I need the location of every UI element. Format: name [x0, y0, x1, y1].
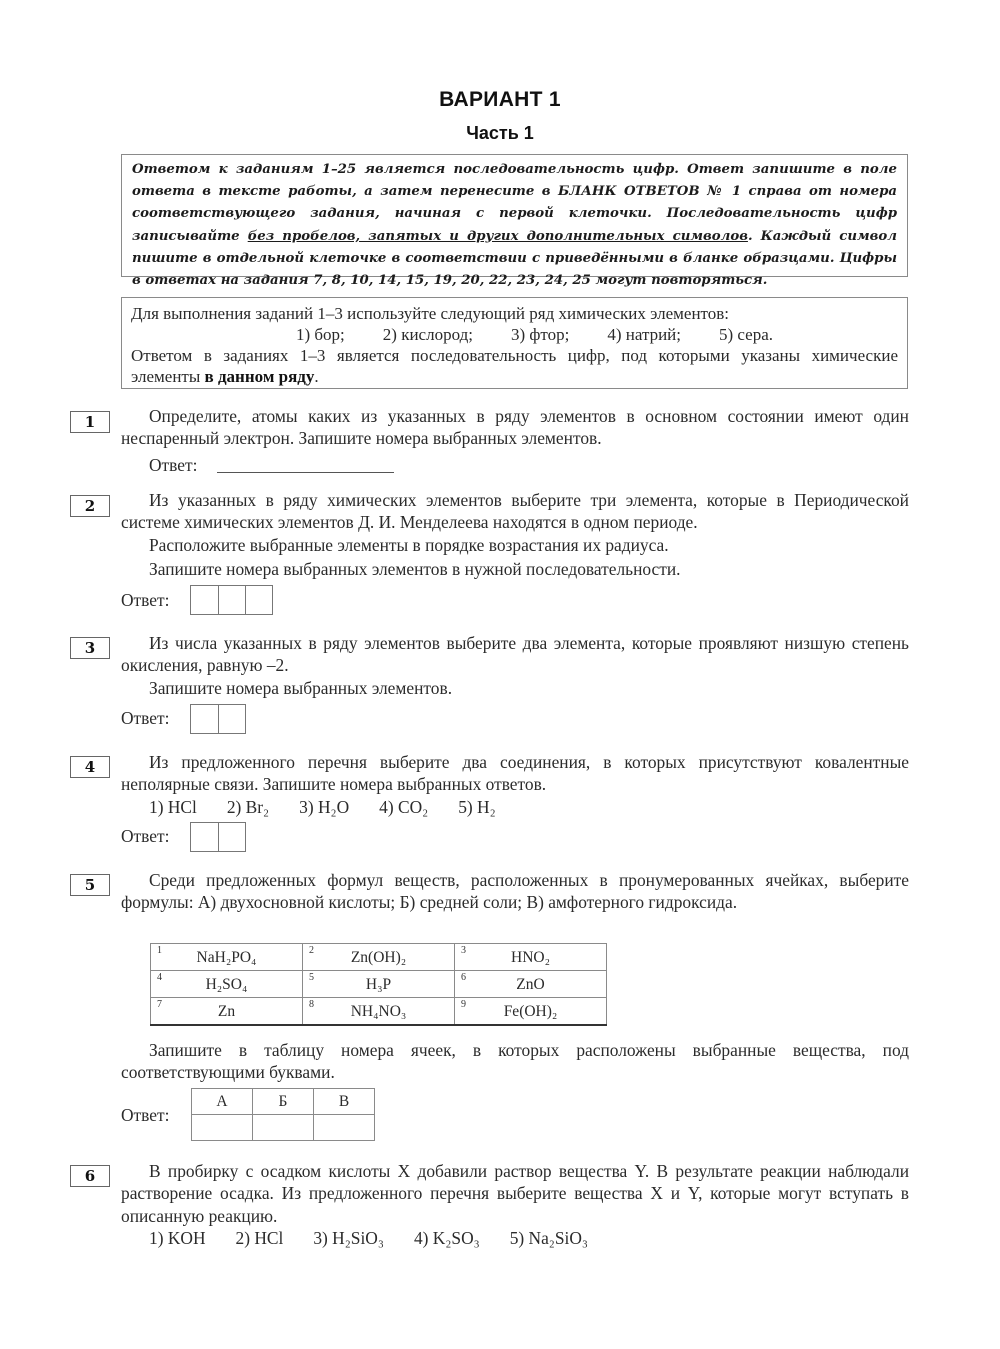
formula-cell	[455, 944, 607, 971]
note-text: Ответом в заданиях 1–3 является последовательность цифр, под которыми указаны химические элементы	[131, 346, 898, 386]
answer-cell-a[interactable]	[192, 1115, 253, 1141]
question-4-text	[121, 751, 909, 818]
cell-number: 3	[461, 945, 466, 956]
cell-formula: Zn(OH)₂	[350, 949, 407, 966]
option-item: 4) K₂SO₃	[413, 1227, 480, 1248]
answer-field-1[interactable]	[217, 472, 394, 473]
cell-formula: H₃P	[365, 976, 392, 993]
option-item: 2) Br₂	[226, 796, 270, 817]
question-6-text	[121, 1160, 909, 1249]
element-item: 3) фтор;	[510, 325, 570, 344]
question-5-after-text	[121, 1039, 909, 1084]
cell-number: 2	[309, 945, 314, 956]
formula-cell	[303, 944, 455, 971]
option-item: 1) HCl	[149, 796, 197, 817]
answer-header-a: А	[192, 1089, 253, 1115]
question-text: Из предложенного перечня выберите два соединения, в которых присутствуют ковалентные неполярные связи. Запишите номера выбранных ответов.	[121, 752, 909, 795]
formula-cell	[151, 998, 303, 1025]
cell-number: 5	[309, 972, 314, 983]
element-item: 2) кислород;	[382, 325, 473, 344]
answer-cell[interactable]	[218, 705, 245, 733]
element-row-box	[121, 297, 908, 389]
question-text: Запишите в таблицу номера ячеек, в которых расположены выбранные вещества, под соответствующими буквами.	[121, 1040, 909, 1083]
question-text: Определите, атомы каких из указанных в ряду элементов в основном состоянии имеют один неспаренный электрон. Запишите номера выбранных элементов.	[121, 406, 909, 449]
formula-cell	[303, 971, 455, 998]
option-item: 2) HCl	[235, 1227, 284, 1248]
answer-table-5	[191, 1088, 375, 1141]
question-text-line: Запишите номера выбранных элементов в нужной последовательности.	[149, 558, 681, 579]
question-text-line: Запишите номера выбранных элементов.	[149, 677, 453, 698]
element-list	[131, 324, 898, 345]
instructions-underlined: без пробелов, запятых и других дополнительных символов	[247, 228, 748, 244]
cell-formula: NaH₂PO₄	[196, 949, 257, 966]
answer-cell-b[interactable]	[253, 1115, 314, 1141]
instructions-text-end: . Каждый символ пишите в отдельной клеточке в соответствии с приведёнными в бланке образцами. Цифры в ответах на задания 7, 8, 10, 14, 15, 19, 20, 22, 23, 24, 25 могут повторяться.	[132, 228, 897, 289]
answer-cell[interactable]	[191, 705, 218, 733]
cell-formula: HNO₂	[511, 949, 550, 966]
answer-cell[interactable]	[218, 823, 245, 851]
option-list	[121, 796, 909, 818]
answer-header-b: Б	[253, 1089, 314, 1115]
answer-cells-4[interactable]	[190, 822, 246, 852]
question-1-text	[121, 405, 909, 450]
cell-number: 1	[157, 945, 162, 956]
question-number-3: 3	[70, 637, 110, 659]
cell-formula: NH₄NO₃	[350, 1002, 407, 1020]
element-row-intro: Для выполнения заданий 1–3 используйте следующий ряд химических элементов:	[131, 304, 729, 323]
formula-cell	[455, 971, 607, 998]
cell-formula: ZnO	[516, 976, 545, 993]
answer-cell[interactable]	[218, 586, 245, 614]
cell-number: 6	[461, 972, 466, 983]
answer-label-2: Ответ:	[121, 590, 170, 610]
option-list	[121, 1227, 909, 1249]
instructions-box	[121, 154, 908, 289]
option-item: 5) H₂	[458, 796, 496, 817]
question-number-6: 6	[70, 1165, 110, 1187]
answer-cells-3[interactable]	[190, 704, 246, 734]
answer-label-3: Ответ:	[121, 708, 170, 728]
variant-title: ВАРИАНТ 1	[439, 88, 561, 111]
part-title: Часть 1	[466, 123, 534, 143]
question-text-line: Расположите выбранные элементы в порядке возрастания их радиуса.	[149, 534, 669, 555]
formula-cell	[151, 971, 303, 998]
cell-number: 7	[157, 999, 162, 1010]
formula-cell	[151, 944, 303, 971]
formula-cell	[455, 998, 607, 1025]
option-item: 3) H₂O	[299, 796, 350, 817]
question-text: Из числа указанных в ряду элементов выберите два элемента, которые проявляют низшую степень окисления, равную –2.	[121, 633, 909, 676]
instructions-text: Ответом к заданиям 1–25 является последовательность цифр. Ответ запишите в поле ответа в тексте работы, а затем перенесите в БЛАНК ОТВЕТОВ № 1 справа от номера соответствующего задания, начиная с первой клеточки. Последовательность цифр записывайте	[132, 162, 897, 244]
element-row-note	[131, 345, 898, 387]
note-end: .	[314, 367, 319, 386]
question-number-4: 4	[70, 756, 110, 778]
formula-cell	[303, 998, 455, 1025]
option-item: 4) CO₂	[379, 796, 429, 817]
question-text: В пробирку с осадком кислоты X добавили раствор вещества Y. В результате реакции наблюдали растворение осадка. Из предложенного перечня выберите вещества X и Y, которые могут вступать в описанную реакцию.	[121, 1161, 910, 1226]
element-item: 4) натрий;	[607, 325, 681, 344]
answer-label-4: Ответ:	[121, 826, 170, 846]
question-text: Из указанных в ряду химических элементов выберите три элемента, которые в Периодической системе химических элементов Д. И. Менделеева находятся в одном периоде.	[121, 490, 909, 533]
question-text: Среди предложенных формул веществ, расположенных в пронумерованных ячейках, выберите формулы: А) двухосновной кислоты; Б) средней соли; В) амфотерного гидроксида.	[121, 870, 909, 913]
element-item: 5) сера.	[719, 325, 774, 344]
answer-label-5: Ответ:	[121, 1105, 170, 1125]
answer-header-v: В	[314, 1089, 375, 1115]
question-2-text	[121, 489, 909, 580]
question-number-1: 1	[70, 411, 110, 433]
cell-number: 4	[157, 972, 162, 983]
question-number-5: 5	[70, 874, 110, 896]
question-5-text	[121, 869, 909, 914]
option-item: 3) H₂SiO₃	[313, 1227, 384, 1248]
answer-cell[interactable]	[245, 586, 272, 614]
question-3-text	[121, 632, 909, 699]
cell-formula: Zn	[217, 1002, 236, 1020]
answer-cells-2[interactable]	[190, 585, 273, 615]
formula-table	[150, 943, 607, 1026]
option-item: 1) KOH	[149, 1227, 206, 1248]
option-item: 5) Na₂SiO₃	[509, 1227, 588, 1248]
cell-formula: Fe(OH)₂	[503, 1002, 558, 1020]
answer-cell[interactable]	[191, 586, 218, 614]
cell-number: 8	[309, 999, 314, 1010]
element-item: 1) бор;	[295, 325, 345, 344]
answer-label-1: Ответ:	[149, 455, 198, 475]
note-bold: в данном ряду	[204, 367, 315, 386]
cell-number: 9	[461, 999, 466, 1010]
question-number-2: 2	[70, 495, 110, 517]
answer-cell[interactable]	[191, 823, 218, 851]
answer-cell-v[interactable]	[314, 1115, 375, 1141]
cell-formula: H₂SO₄	[205, 976, 248, 993]
